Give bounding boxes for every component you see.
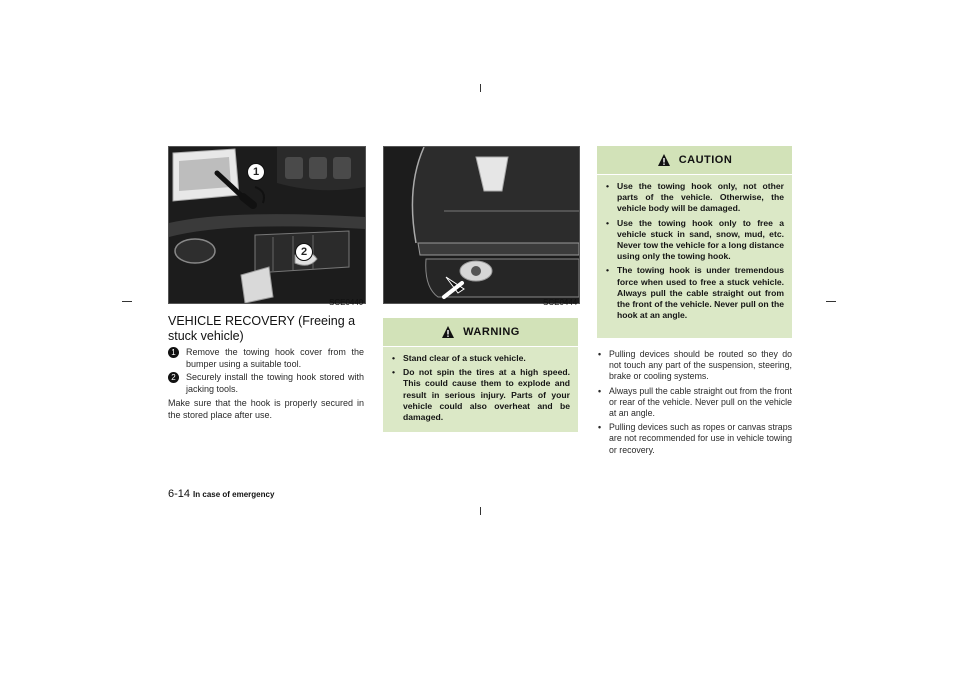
- caution-box: [597, 146, 792, 338]
- towing-hook-installed-figure: [383, 146, 580, 304]
- towing-hook-cover-figure: [168, 146, 366, 304]
- rear-bumper-illustration: [384, 147, 579, 303]
- warning-item-2: [391, 367, 570, 423]
- bumper-illustration: [169, 147, 365, 303]
- recovery-bullets: [597, 349, 792, 459]
- bullet-item-1-text: Pulling devices should be routed so they do not touch any part of the suspension, steering, brake or cooling systems.: [609, 349, 792, 382]
- crop-mark-top: [480, 84, 481, 92]
- bullet-icon: •: [598, 349, 602, 359]
- step-2-text: Securely install the towing hook stored with jacking tools.: [186, 372, 364, 394]
- warning-item-1: [391, 353, 570, 364]
- crop-mark-bottom: [480, 507, 481, 515]
- bullet-icon: •: [392, 367, 396, 378]
- caution-item-2-text: Use the towing hook only to free a vehicle stuck in sand, snow, mud, etc. Never tow the vehicle for a long distance using only the towing hook.: [617, 217, 784, 262]
- bullet-item-1: [597, 349, 792, 383]
- bullet-item-3-text: Pulling devices such as ropes or canvas straps are not recommended for use in vehicle towing or recovery.: [609, 422, 792, 455]
- bullet-icon: •: [392, 353, 396, 363]
- warning-item-1-text: Stand clear of a stuck vehicle.: [403, 353, 526, 363]
- steps-block: [168, 347, 364, 421]
- callout-1-label: 1: [252, 166, 260, 178]
- bullet-icon: •: [606, 217, 610, 228]
- step-2-number: 2: [168, 372, 179, 383]
- caution-item-1-text: Use the towing hook only, not other parts of the vehicle. Otherwise, the vehicle body will be damaged.: [617, 181, 784, 214]
- hook-storage-note: Make sure that the hook is properly secured in the stored place after use.: [168, 398, 364, 420]
- figure-code-middle: SCE0444: [543, 298, 578, 307]
- warning-item-2-text: Do not spin the tires at a high speed. This could cause them to explode and result in serious injury. Parts of your vehicle could also overheat and be damaged.: [403, 367, 570, 423]
- callout-1: [247, 163, 265, 181]
- warning-title: WARNING: [463, 326, 520, 338]
- page-footer: [168, 488, 274, 500]
- warning-box: [383, 318, 578, 432]
- figure-code-left: SCE0440: [329, 298, 364, 307]
- bullet-icon: •: [598, 422, 602, 433]
- step-2: [168, 372, 364, 395]
- page-number: 6-14: [168, 488, 191, 500]
- crop-mark-right: [826, 301, 836, 302]
- caution-header: [597, 146, 792, 175]
- bullet-icon: •: [606, 181, 610, 191]
- bullet-icon: •: [598, 385, 602, 396]
- bullet-icon: •: [606, 265, 610, 276]
- step-1-text: Remove the towing hook cover from the bumper using a suitable tool.: [186, 347, 364, 369]
- footer-section-name: In case of emergency: [193, 490, 275, 499]
- caution-item-1: [605, 181, 784, 215]
- warning-header: [383, 318, 578, 347]
- caution-item-3-text: The towing hook is under tremendous force when used to free a stuck vehicle. Always pull the cable straight out from the front of the vehicle. Never pull on the hook at an angle.: [617, 265, 784, 321]
- callout-2-label: 2: [300, 246, 308, 258]
- step-1: [168, 347, 364, 370]
- step-1-number: 1: [168, 347, 179, 358]
- crop-mark-left: [122, 301, 132, 302]
- bullet-item-2-text: Always pull the cable straight out from the front or rear of the vehicle. Never pull on the vehicle at an angle.: [609, 385, 792, 419]
- bullet-item-3: [597, 422, 792, 456]
- warning-triangle-icon: [441, 325, 455, 339]
- section-title: VEHICLE RECOVERY (Freeing a stuck vehicle): [168, 314, 356, 343]
- caution-item-2: [605, 218, 784, 263]
- caution-item-3: [605, 265, 784, 321]
- bullet-item-2: [597, 386, 792, 420]
- warning-triangle-icon: [657, 153, 671, 167]
- caution-title: CAUTION: [678, 154, 733, 166]
- callout-2: [295, 243, 313, 261]
